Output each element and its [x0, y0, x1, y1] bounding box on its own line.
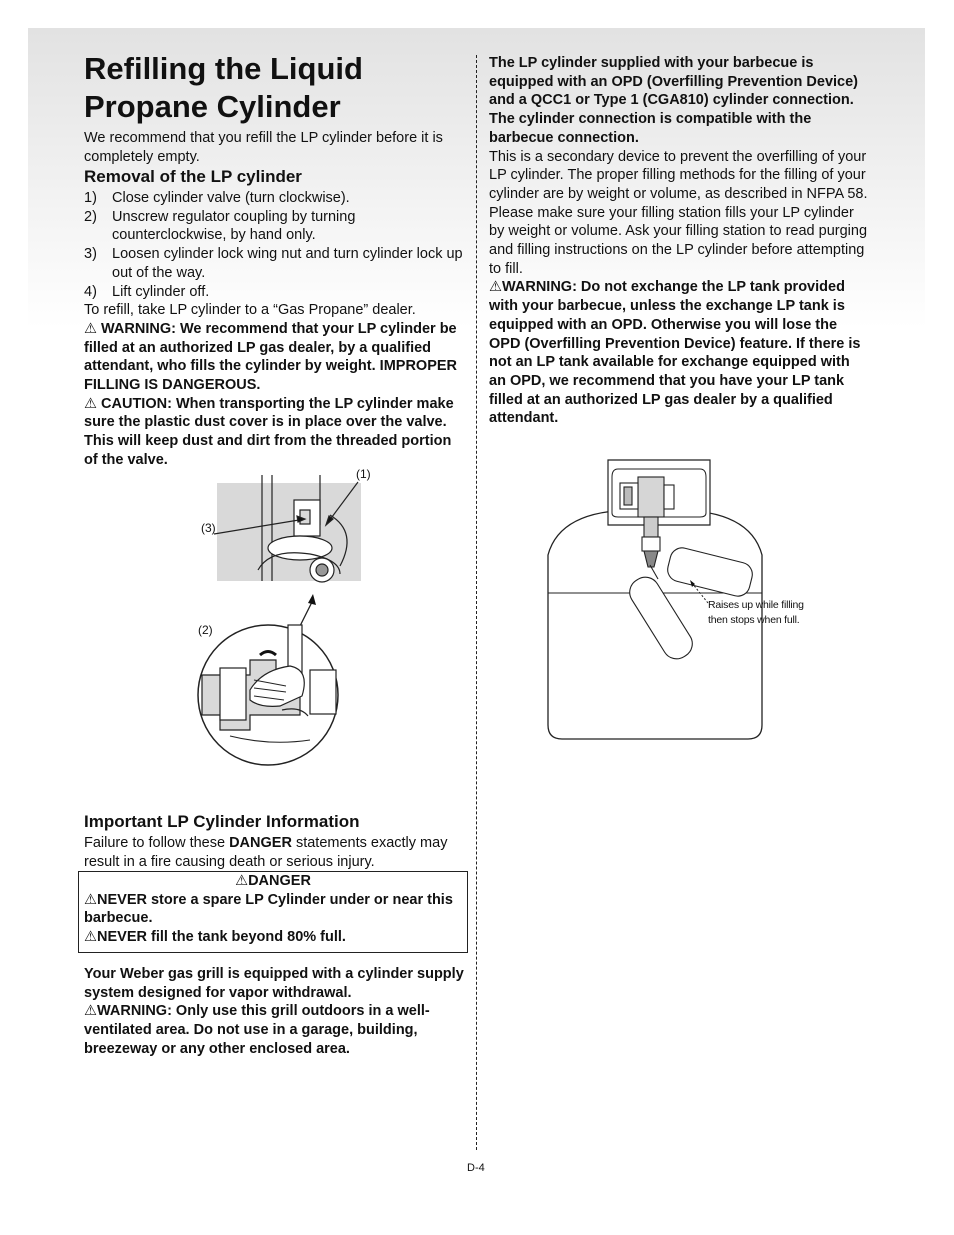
- danger-lead-text: Failure to follow these DANGER statements exactly may result in a fire causing death or serious injury.: [84, 835, 448, 870]
- page-number: D-4: [467, 1162, 485, 1174]
- supply-system-section: [84, 965, 464, 1059]
- cylinder-removal-illustration: [190, 470, 380, 770]
- opd-bold-text: The LP cylinder supplied with your barbecue is equipped with an OPD (Overfilling Prevention Device) and a QCC1 or Type 1 (CGA810) cylinder connection. The cylinder connection is compatible with the barbecue connection.: [489, 55, 859, 146]
- removal-section: [84, 189, 464, 470]
- page-title: [84, 50, 464, 126]
- opd-section: [489, 54, 869, 428]
- opd-text: This is a secondary device to prevent the overfilling of your LP cylinder. The proper filling methods for the filling of your cylinder are by weight or volume, as described in NFPA 58. Please make sure your filling station fills your LP cylinder by weight or volume. Ask your filling station to read purging and filling instructions on the LP cylinder before attempting to fill.: [489, 148, 868, 277]
- danger-item-1: ⚠NEVER store a spare LP Cylinder under or near this barbecue.: [84, 891, 453, 927]
- refill-note: To refill, take LP cylinder to a “Gas Propane” dealer.: [84, 302, 416, 319]
- danger-title: ⚠DANGER: [235, 873, 311, 889]
- warning-triangle-icon: ⚠: [84, 320, 97, 337]
- warning-triangle-icon: ⚠: [84, 1003, 97, 1020]
- removal-steps: [84, 189, 464, 301]
- detail-background: [217, 483, 361, 581]
- transport-caution: ⚠ CAUTION: When transporting the LP cylinder make sure the plastic dust cover is in place over the valve. This will keep dust and dirt from the threaded portion of the valve.: [84, 395, 454, 468]
- warning-triangle-icon: ⚠: [84, 395, 97, 412]
- warning-triangle-icon: ⚠: [489, 279, 502, 296]
- exchange-warning: ⚠WARNING: Do not exchange the LP tank provided with your barbecue, unless the exchange LP tank is equipped with an OPD. Otherwise you will lose the OPD (Overfilling Prevention Device) feature. If there is not an LP tank available for exchange equipped with an OPD, we recommend that you have your LP tank filled at an authorized LP gas dealer by a qualified attendant.: [489, 279, 861, 427]
- callout-1: (1): [356, 467, 371, 481]
- step-2: 2) Unscrew regulator coupling by turning counterclockwise, by hand only.: [84, 208, 356, 244]
- callout-3: (3): [201, 521, 216, 535]
- danger-box: [78, 871, 468, 953]
- warning-triangle-icon: ⚠: [84, 891, 97, 908]
- filling-warning: ⚠ WARNING: We recommend that your LP cylinder be filled at an authorized LP gas dealer, by a qualified attendant, who fills the cylinder by weight. IMPROPER FILLING IS DANGEROUS.: [84, 320, 458, 394]
- column-divider: [476, 55, 477, 1150]
- callout-2: (2): [198, 623, 213, 637]
- intro-text: We recommend that you refill the LP cylinder before it is completely empty.: [84, 130, 443, 165]
- danger-item-2: ⚠NEVER fill the tank beyond 80% full.: [84, 929, 346, 946]
- float-note: Raises up while filling then stops when full.: [708, 599, 804, 626]
- title-line-2: Propane Cylinder: [84, 89, 341, 124]
- step-3: 3) Loosen cylinder lock wing nut and turn cylinder lock up out of the way.: [84, 246, 463, 281]
- ventilation-warning: ⚠WARNING: Only use this grill outdoors in a well-ventilated area. Do not use in a garage, building, breezeway or any other enclosed area.: [84, 1003, 430, 1057]
- warning-triangle-icon: ⚠: [235, 873, 249, 889]
- supply-system-text: Your Weber gas grill is equipped with a cylinder supply system designed for vapor withdrawal.: [84, 966, 464, 1001]
- warning-triangle-icon: ⚠: [84, 929, 97, 946]
- important-heading: Important LP Cylinder Information: [84, 812, 360, 831]
- title-line-1: Refilling the Liquid: [84, 51, 363, 86]
- step-4: 4) Lift cylinder off.: [84, 283, 210, 300]
- valve-turn-detail: [198, 625, 338, 765]
- step-1: 1) Close cylinder valve (turn clockwise).: [84, 190, 350, 206]
- removal-heading: Removal of the LP cylinder: [84, 167, 302, 186]
